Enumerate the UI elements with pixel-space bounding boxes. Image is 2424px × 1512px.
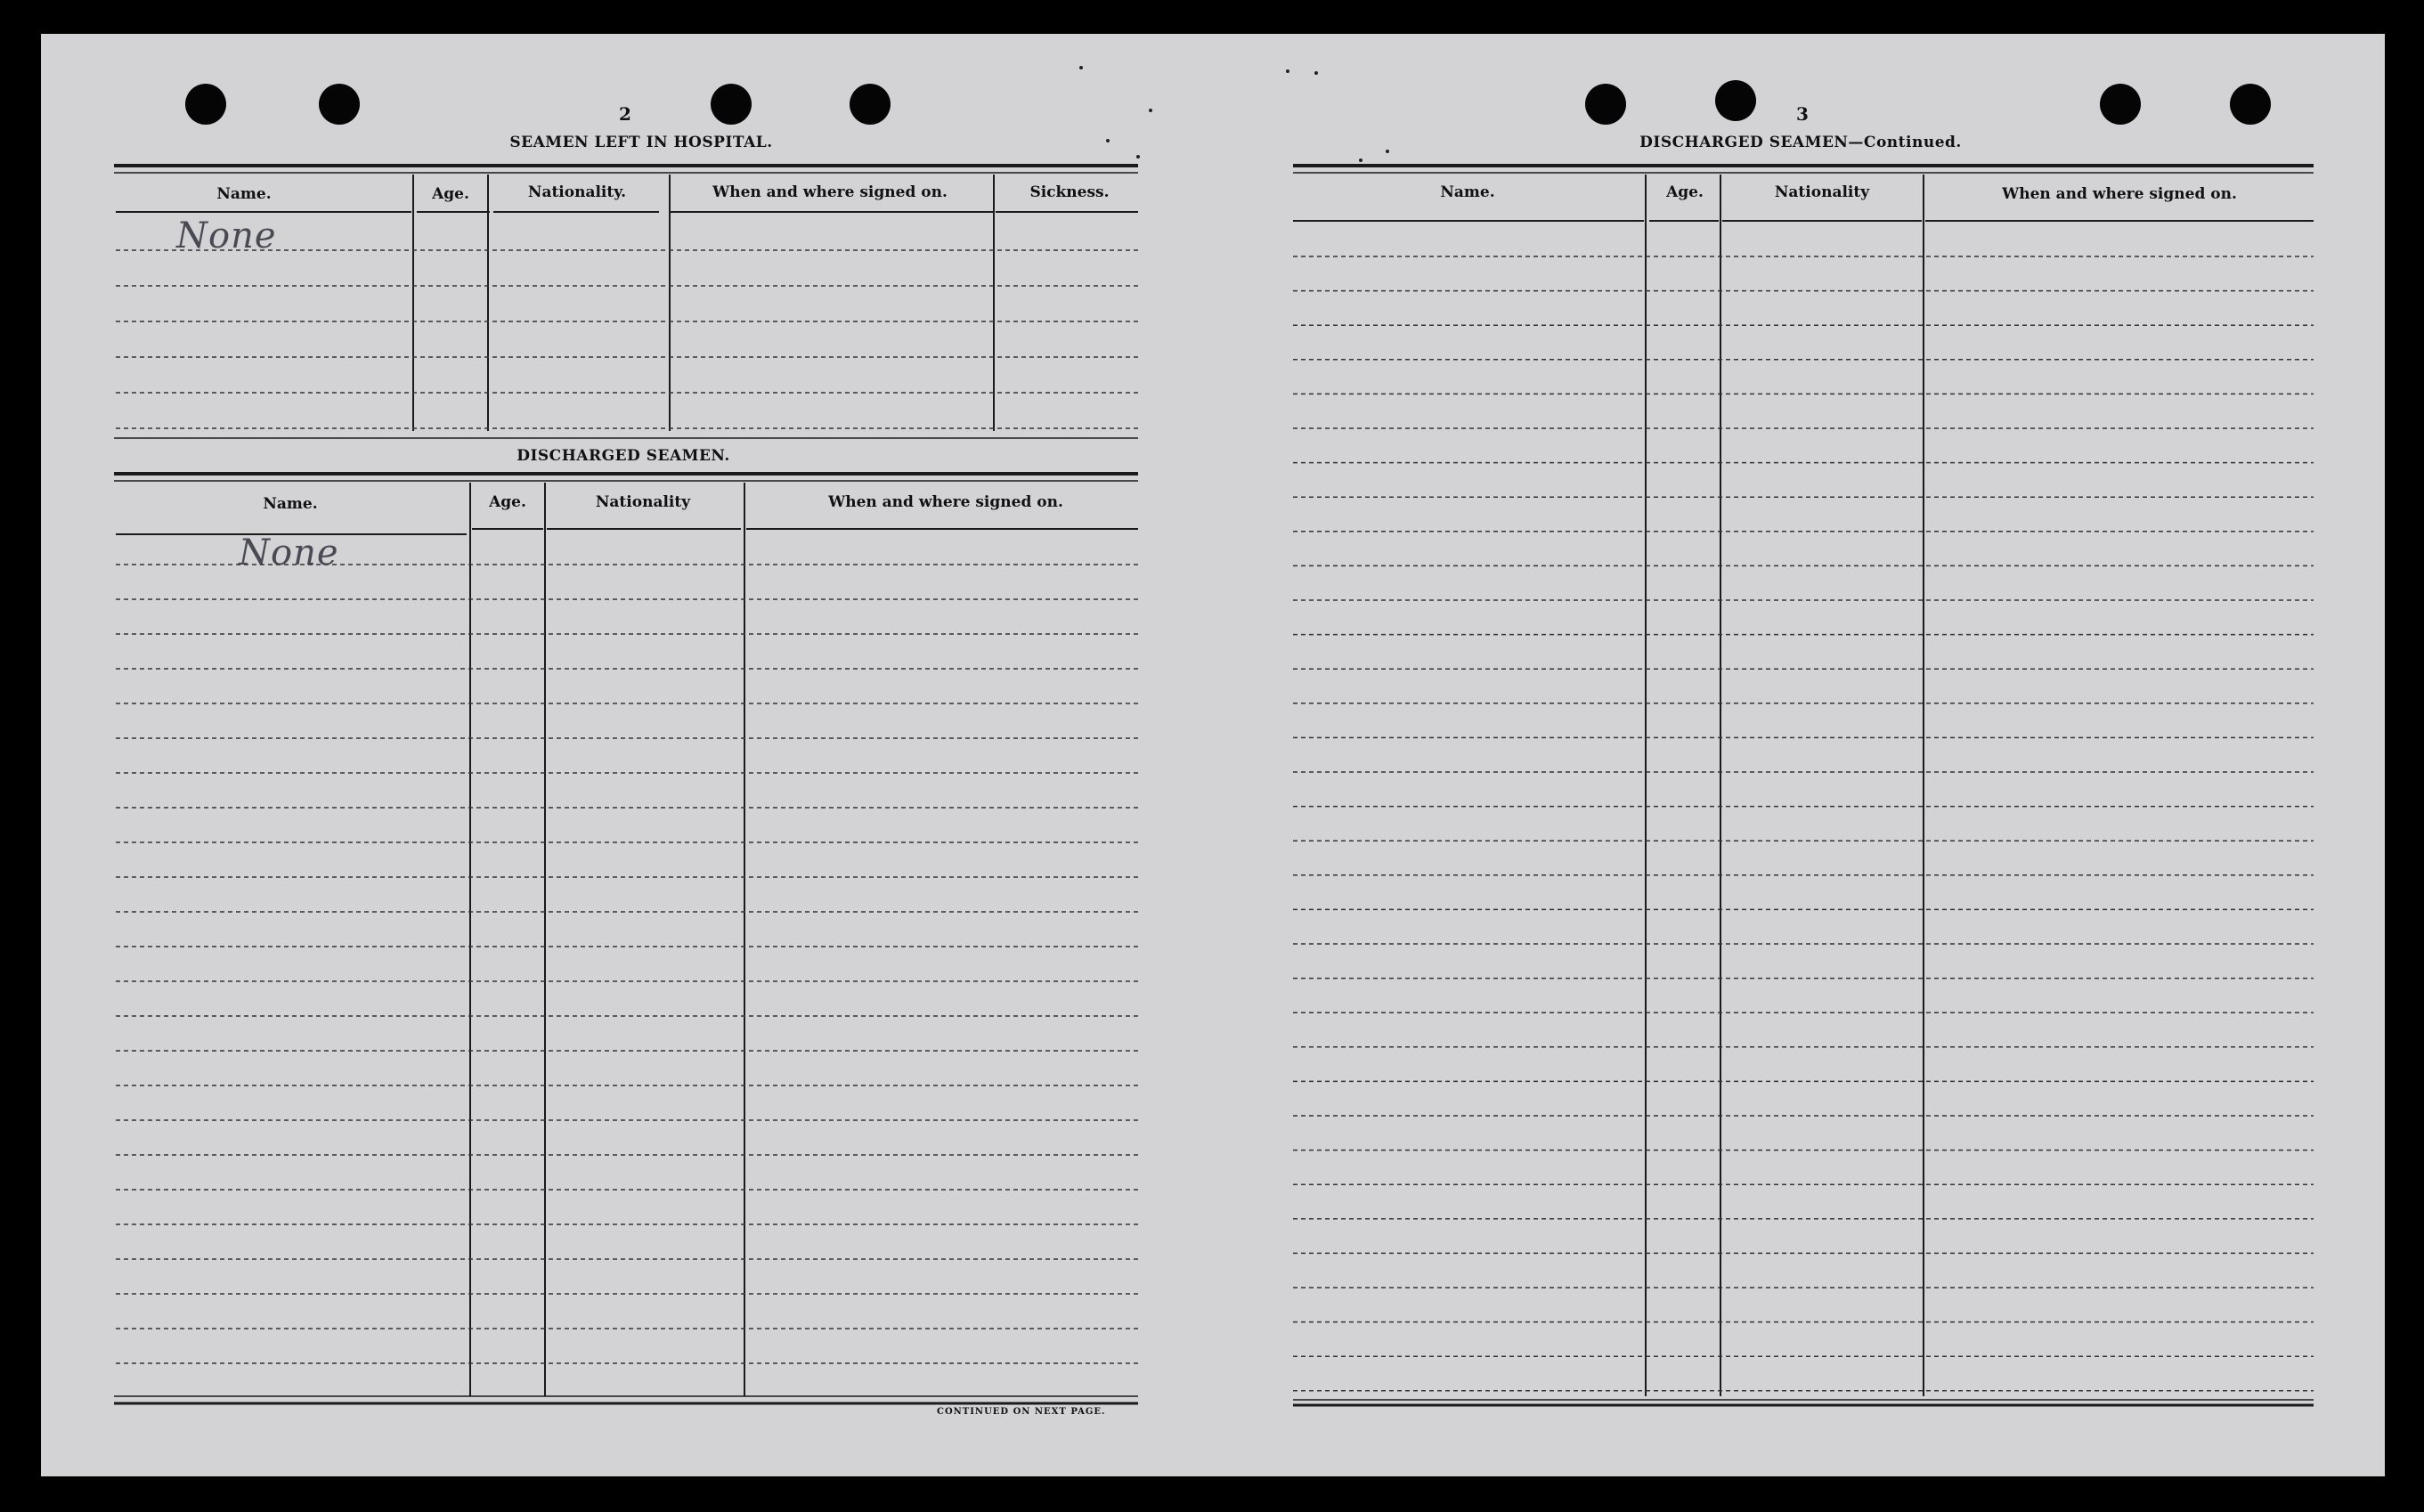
hospital-col-signed-on: When and where signed on.: [712, 183, 948, 201]
hospital-col-age: Age.: [432, 185, 469, 203]
discharged-col-name: Name.: [263, 495, 318, 513]
continued-col-age: Age.: [1666, 183, 1704, 201]
hospital-section-title: SEAMEN LEFT IN HOSPITAL.: [509, 134, 773, 151]
discharged-continued-title: DISCHARGED SEAMEN—Continued.: [1639, 134, 1962, 151]
continued-col-signed-on: When and where signed on.: [2002, 185, 2237, 203]
handwritten-none-hospital: None: [176, 215, 277, 256]
discharged-col-nationality: Nationality: [595, 493, 691, 511]
form-rules: [41, 34, 2385, 1476]
handwritten-none-discharged: None: [239, 532, 339, 573]
page-number-right: 3: [1796, 103, 1809, 125]
page-number-left: 2: [619, 103, 631, 125]
continued-footer: CONTINUED ON NEXT PAGE.: [937, 1407, 1106, 1417]
hospital-col-nationality: Nationality.: [527, 183, 627, 201]
discharged-col-signed-on: When and where signed on.: [828, 493, 1063, 511]
discharged-col-age: Age.: [489, 493, 526, 511]
continued-col-name: Name.: [1440, 183, 1495, 201]
hospital-col-sickness: Sickness.: [1029, 183, 1110, 201]
discharged-section-title: DISCHARGED SEAMEN.: [517, 447, 730, 465]
continued-col-nationality: Nationality: [1774, 183, 1870, 201]
hospital-col-name: Name.: [216, 185, 272, 203]
form-sheet: [41, 34, 2385, 1476]
